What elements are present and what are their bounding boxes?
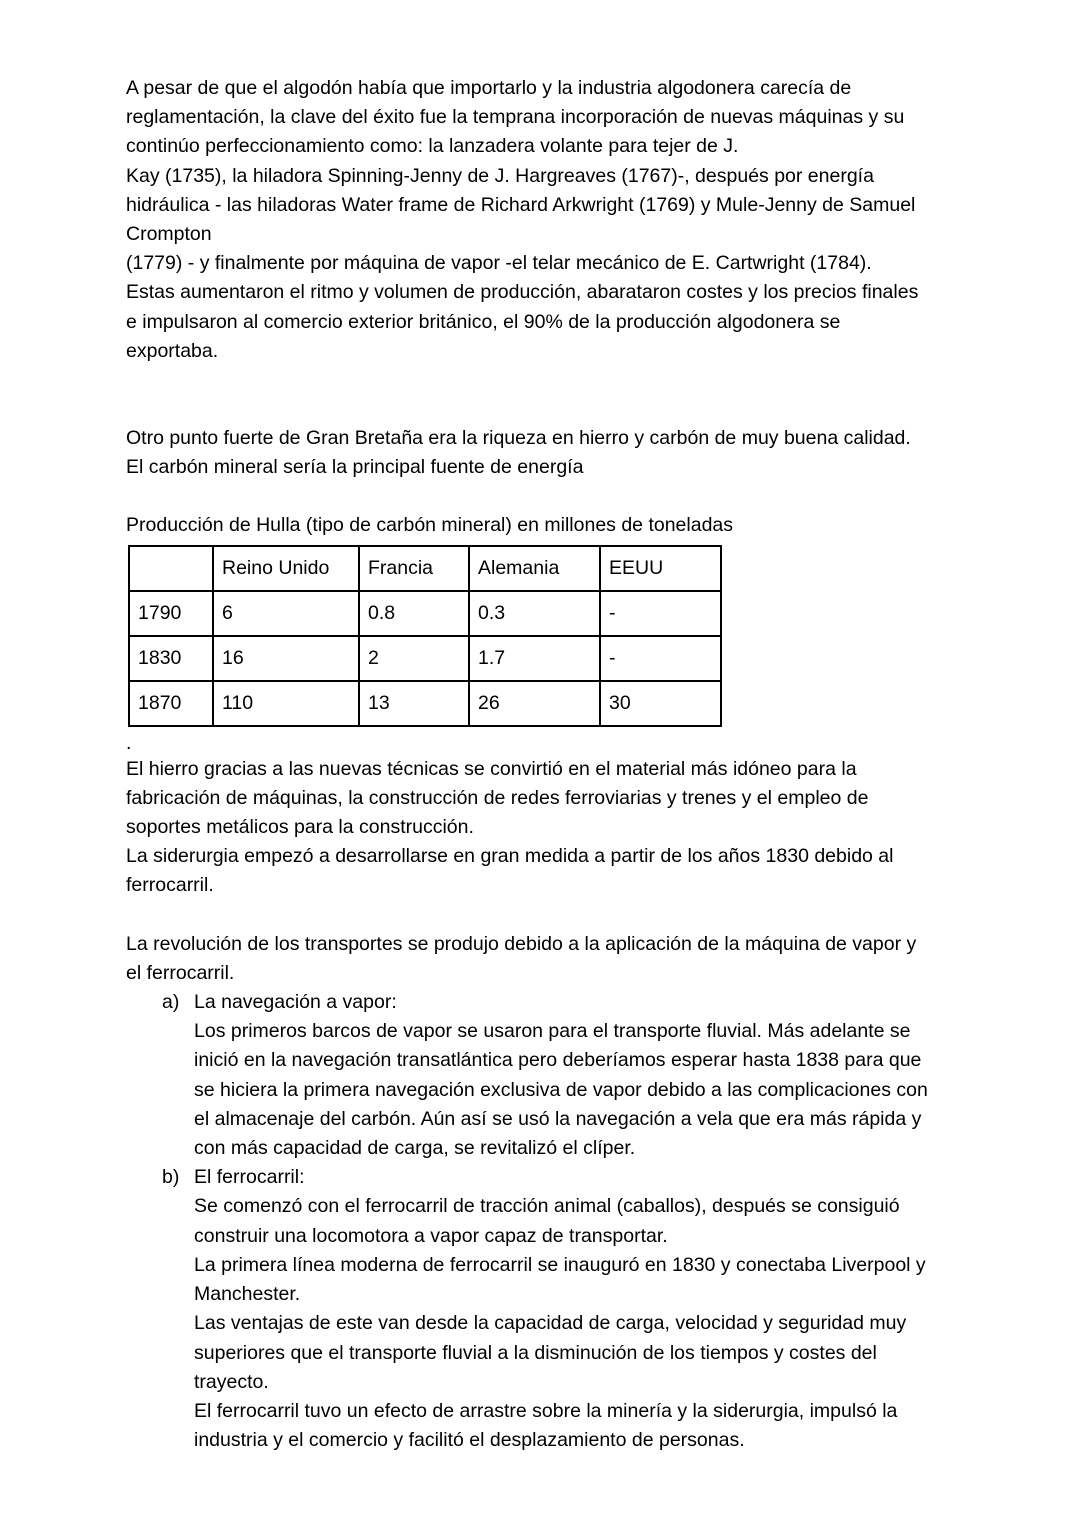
- text-line: A pesar de que el algodón había que importarlo y la industria algodonera carecía de: [126, 77, 852, 99]
- list-item-body-line: superiores que el transporte fluvial a la disminución de los tiempos y costes del: [194, 1341, 877, 1364]
- text-line: fabricación de máquinas, la construcción de redes ferroviarias y trenes y el empleo de: [126, 786, 869, 809]
- table-header-reino-unido: Reino Unido: [213, 546, 359, 591]
- table-cell-us: 30: [600, 681, 721, 726]
- list-item-body-line: Los primeros barcos de vapor se usaron para el transporte fluvial. Más adelante se: [194, 1020, 911, 1043]
- list-item-body-line: construir una locomotora a vapor capaz de transportar.: [194, 1224, 668, 1247]
- table-cell-uk: 6: [213, 591, 359, 636]
- paragraph-iron-techniques: [126, 755, 948, 901]
- list-item-body-line: con más capacidad de carga, se revitalizó el clíper.: [194, 1137, 636, 1160]
- table-cell-fr: 0.8: [359, 591, 469, 636]
- text-line: El hierro gracias a las nuevas técnicas se convirtió en el material más idóneo para la: [126, 757, 857, 780]
- list-item-body-line: La primera línea moderna de ferrocarril se inauguró en 1830 y conectaba Liverpool y: [194, 1253, 926, 1276]
- text-line: La revolución de los transportes se produjo debido a la aplicación de la máquina de vapor y: [126, 932, 917, 955]
- text-line: Estas aumentaron el ritmo y volumen de producción, abarataron costes y los precios finales: [126, 281, 919, 304]
- text-line: continúo perfeccionamiento como: la lanzadera volante para tejer de J.: [126, 135, 739, 158]
- text-line: Crompton: [126, 223, 212, 246]
- table-caption: Producción de Hulla (tipo de carbón mineral) en millones de toneladas: [126, 514, 734, 537]
- table-header-alemania: Alemania: [469, 546, 600, 591]
- text-line: Kay (1735), la hiladora Spinning-Jenny de J. Hargreaves (1767)-, después por energía: [126, 164, 874, 187]
- list-item-body-line: inició en la navegación transatlántica pero deberíamos esperar hasta 1838 para que: [194, 1049, 922, 1072]
- list-item-title: La navegación a vapor:: [194, 991, 397, 1014]
- table-row: [129, 591, 721, 636]
- text-line: (1779) - y finalmente por máquina de vapor -el telar mecánico de E. Cartwright (1784).: [126, 252, 872, 275]
- table-header-eeuu: EEUU: [600, 546, 721, 591]
- list-item-body-line: Manchester.: [194, 1283, 301, 1306]
- coal-production-table: [128, 545, 722, 727]
- paragraph-iron-and-coal: [126, 424, 948, 482]
- table-row: [129, 681, 721, 726]
- text-line: hidráulica - las hiladoras Water frame de Richard Arkwright (1769) y Mule-Jenny de Samuel: [126, 193, 916, 216]
- text-line: soportes metálicos para la construcción.: [126, 816, 474, 839]
- table-cell-fr: 2: [359, 636, 469, 681]
- list-item-steam-navigation: [126, 988, 948, 1163]
- text-line: el ferrocarril.: [126, 961, 235, 984]
- transport-list: [126, 988, 948, 1455]
- table-header-row: [129, 546, 721, 591]
- list-item-body-line: industria y el comercio y facilitó el desplazamiento de personas.: [194, 1429, 745, 1452]
- text-line: exportaba.: [126, 339, 219, 362]
- list-item-body-line: el almacenaje del carbón. Aún así se usó la navegación a vela que era más rápida y: [194, 1107, 922, 1130]
- text-line: La siderurgia empezó a desarrollarse en gran medida a partir de los años 1830 debido al: [126, 845, 894, 868]
- list-item-body-line: Las ventajas de este van desde la capacidad de carga, velocidad y seguridad muy: [194, 1312, 907, 1335]
- text-line: Otro punto fuerte de Gran Bretaña era la riqueza en hierro y carbón de muy buena calidad.: [126, 427, 911, 450]
- text-line: e impulsaron al comercio exterior británico, el 90% de la producción algodonera se: [126, 310, 841, 333]
- list-item-title: El ferrocarril:: [194, 1166, 305, 1189]
- list-item-body-line: se hiciera la primera navegación exclusiva de vapor debido a las complicaciones con: [194, 1078, 928, 1101]
- text-line: reglamentación, la clave del éxito fue la temprana incorporación de nuevas máquinas y su: [126, 106, 905, 129]
- table-cell-uk: 16: [213, 636, 359, 681]
- list-marker-b: b): [162, 1166, 180, 1189]
- spacer: [126, 901, 948, 930]
- list-item-body-line: Se comenzó con el ferrocarril de tracción animal (caballos), después se consiguió: [194, 1195, 900, 1218]
- table-cell-us: -: [600, 636, 721, 681]
- table-cell-de: 0.3: [469, 591, 600, 636]
- text-line: ferrocarril.: [126, 874, 214, 897]
- table-header-francia: Francia: [359, 546, 469, 591]
- table-header-corner: [129, 546, 213, 591]
- table-cell-de: 1.7: [469, 636, 600, 681]
- list-item-body-line: El ferrocarril tuvo un efecto de arrastre sobre la minería y la siderurgia, impulsó la: [194, 1399, 898, 1422]
- text-line: El carbón mineral sería la principal fuente de energía: [126, 456, 584, 479]
- list-marker-a: a): [162, 991, 180, 1014]
- paragraph-cotton-industry: [126, 74, 948, 366]
- table-cell-year: 1870: [129, 681, 213, 726]
- table-cell-fr: 13: [359, 681, 469, 726]
- table-cell-year: 1830: [129, 636, 213, 681]
- table-cell-us: -: [600, 591, 721, 636]
- table-row: [129, 636, 721, 681]
- spacer: [126, 482, 948, 511]
- document-body: [126, 74, 948, 1455]
- spacer: [126, 366, 948, 424]
- list-item-body-line: trayecto.: [194, 1370, 269, 1393]
- table-cell-uk: 110: [213, 681, 359, 726]
- table-cell-year: 1790: [129, 591, 213, 636]
- stray-period: .: [126, 731, 132, 754]
- paragraph-transport-revolution: [126, 930, 948, 988]
- table-cell-de: 26: [469, 681, 600, 726]
- list-item-railway: [126, 1163, 948, 1455]
